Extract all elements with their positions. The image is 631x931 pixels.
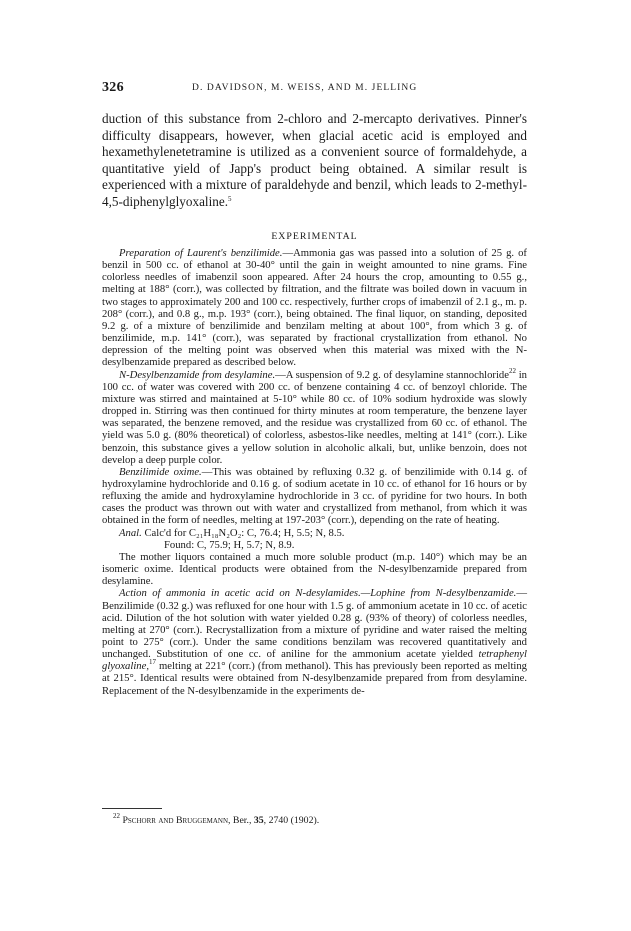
- page-header: [102, 80, 527, 98]
- analysis-found: Found: C, 75.9; H, 5.7; N, 8.9.: [164, 539, 295, 551]
- paragraph-text: —A suspension of 9.2 g. of desylamine stannochloride: [275, 369, 509, 381]
- footnote: [113, 812, 320, 826]
- paragraph-title: Benzilimide oxime.: [119, 466, 202, 478]
- paragraph-text: —Ammonia gas was passed into a solution of 25 g. of benzil in 500 cc. of ethanol at 30-40° until the gain in weight amounted to nine grams. Fine colorless needles of imabenzil soon appeared. After 24 hours the crop, amounting to 0.55 g., melting at 188° (corr.), was collected by filtration, and the filtrate was boiled down in vacuum in two stages to approximately 200 and 100 cc. respectively, further crops of imabenzil of 2.1 g., m. p. 208° (corr.), and 0.8 g., m.p. 193° (corr.), being obtained. The final liquor, on standing, deposited 9.2 g. of a mixture of benzilimide and benzilam melting at about 100°, from which 3 g. of benzilimide, m.p. 141° (corr.), was separated by fractional crystallization from ethanol. No depression of the melting point was observed when this material was mixed with the N-desylbenzamide prepared as described below.: [102, 248, 527, 369]
- footnote-citation: , Ber.,: [228, 815, 254, 826]
- paragraph-text: —This was obtained by refluxing 0.32 g. of benzilimide with 0.14 g. of hydroxylamine hydrochloride and 0.16 g. of sodium acetate in 10 cc. of ethanol for 16 hours or by refluxing the amide and hydroxylamine hydrochloride in 3 cc. of pyridine for two hours. In both cases the product was thrown out with water and crystallized from methanol, from which it was obtained in the form of needles, melting at 197-203° (corr.), depending on the rate of heating.: [102, 466, 528, 527]
- paragraph-title: Preparation of Laurent's benzilimide.: [119, 248, 283, 259]
- analysis-label: Anal.: [119, 527, 142, 539]
- footnote-divider: [102, 808, 162, 809]
- paragraph-text: in 100 cc. of water was covered with 200 cc. of benzene containing 4 cc. of benzoyl chloride. The mixture was stirred and maintained at 5-10° while 80 cc. of 10% sodium hydroxide was slowly dropped in. Stirring was then continued for thirty minutes at room temperature, the benzene layer was separated, the benzene removed, and the residue was crystallized from 60 cc. of ethanol. The yield was 5.0 g. (80% theoretical) of colorless, asbestos-like needles, melting at 141° (corr.). Like benzoin, this substance gives a yellow solution in alcoholic alkali, but, unlike benzoin, does not develop a deep purple color.: [102, 369, 527, 466]
- footnote-volume: 35: [253, 815, 264, 826]
- footnote-citation-end: , 2740 (1902).: [263, 815, 320, 826]
- footnote-ref: 17: [148, 658, 156, 667]
- footnote-authors: Pschorr and Bruggemann: [122, 815, 229, 826]
- analysis-calcd: [102, 528, 527, 540]
- experimental-body: [102, 248, 527, 698]
- paragraph-text: —Benzilimide (0.32 g.) was refluxed for one hour with 1.5 g. of ammonium acetate in 10 cc. of acetic acid. Dilution of the hot solution with water yielded 0.28 g. (93% of theory) of colorless needles, melting at 270° (corr.). Recrystallization from a mixture of pyridine and water raised the melting point to 275° (corr.). Under the same conditions benzilam was recovered quantitatively and unchanged. Substitution of one cc. of aniline for the ammonium acetate yielded: [102, 588, 527, 661]
- intro-text: duction of this substance from 2-chloro and 2-mercapto derivatives. Pinner's difficulty disappears, however, when glacial acetic acid is employed and hexamethylenetetramine is utilized as a convenient source of formaldehyde, a quantitative yield of Japp's product being obtained. A similar result is experienced with a mixture of paraldehyde and benzil, which leads to 2-methyl-4,5-diphenylglyoxaline.: [102, 111, 527, 209]
- paragraph-desylbenzamide: [102, 366, 527, 467]
- paragraph-benzilimide: [102, 248, 527, 370]
- paragraph-lophine: [102, 588, 527, 697]
- footnote-ref: 22: [508, 366, 516, 375]
- intro-ref: 5: [228, 194, 232, 203]
- paragraph-text: melting at 221° (corr.) (from methanol). This has previously been reported as melting at 215°. Identical results were obtained from N-desylbenzamide prepared from from desylamine. Replacement of the N-desylbenzamide in the experiments de-: [102, 661, 527, 697]
- section-heading: EXPERIMENTAL: [271, 231, 358, 242]
- running-head: D. DAVIDSON, M. WEISS, AND M. JELLING: [192, 83, 418, 93]
- compound-name: tetraphenyl glyoxaline,: [102, 649, 527, 673]
- paragraph-oxime: [102, 467, 527, 528]
- page-number: 326: [102, 80, 124, 95]
- footnote-number: 22: [113, 812, 120, 820]
- analysis-calcd-text: Calc'd for C₂₁H₁₈N₂O₂: C, 76.4; H, 5.5; N, 8.5.: [144, 527, 345, 539]
- intro-paragraph: [102, 111, 527, 211]
- paragraph-title: Action of ammonia in acetic acid on N-desylamides.—Lophine from N-desylbenzamide.: [119, 588, 517, 600]
- paragraph-title: N-Desylbenzamide from desylamine.: [119, 369, 276, 381]
- paragraph-mother-liquors: The mother liquors contained a much more soluble product (m.p. 140°) which may be an isomeric oxime. Identical products were obtained from the N-desylbenzamide prepared from desylamine.: [102, 551, 527, 588]
